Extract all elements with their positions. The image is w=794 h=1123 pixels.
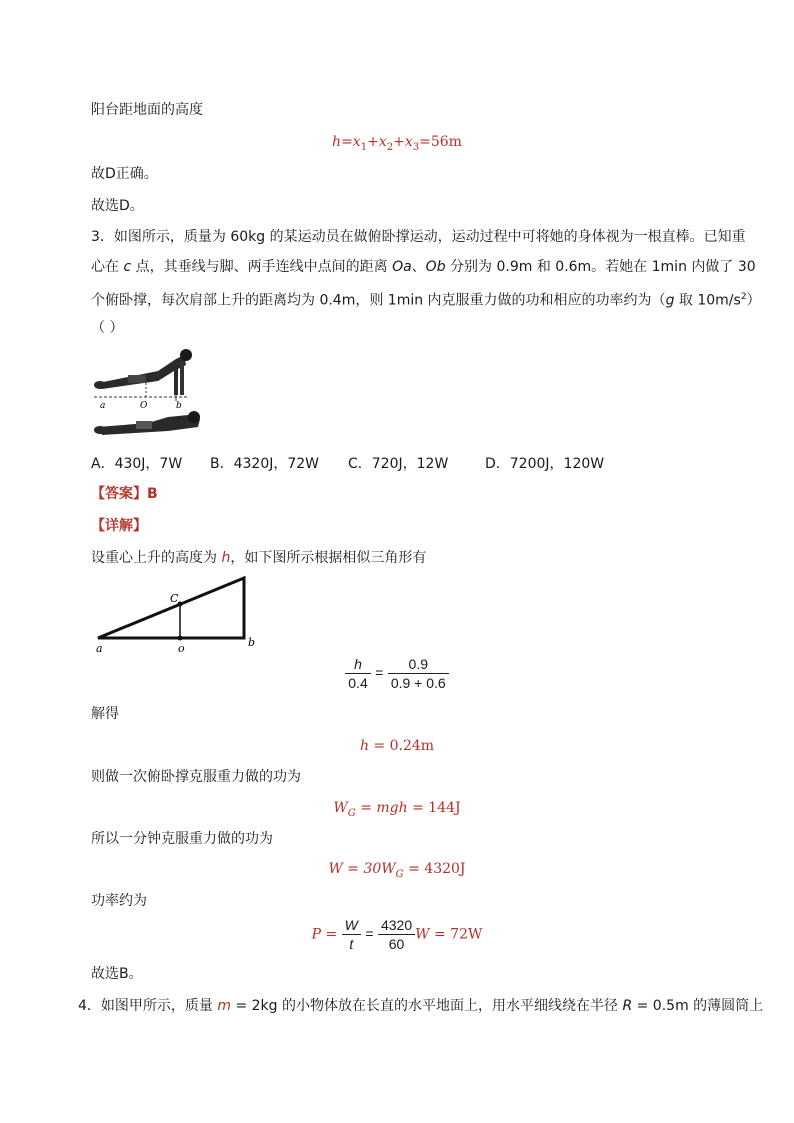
equation-wg: $W_G$ = mgh = 144J: [333, 800, 461, 819]
option-c: C．720J，12W: [348, 456, 449, 472]
detail-label: 【详解】: [91, 518, 147, 534]
q3-line1: 3．如图所示，质量为 60kg 的某运动员在做俯卧撑运动，运动过程中可将她的身体视为一根直棒。已知重: [91, 229, 746, 245]
text-power: 功率约为: [91, 893, 147, 909]
equation-h-sum: $h=x_1+x_2+x_3=56m$: [332, 134, 462, 153]
equation-power: P = $\frac{W}{t}$ = $\frac{4320}{60}$ W = 72W: [311, 917, 483, 952]
pushup-top-silhouette: [94, 349, 192, 395]
q3-line2: 心在 c 点，其垂线与脚、两手连线中点间的距离 Oa、Ob 分别为 0.9m 和 0.6m。若她在 1min 内做了 30: [91, 259, 756, 275]
equation-similar-triangles: $\frac{h}{0.4}$ = $\frac{0.9}{0.9 + 0.6}$: [0, 655, 794, 692]
fig-label-o: O: [140, 401, 148, 411]
q3-line3: 个俯卧撑，每次肩部上升的距离均为 0.4m，则 1min 内克服重力做的功和相应的功率约为（g 取 $10m/s^2$）: [91, 292, 761, 309]
answer-label: 【答案】B: [91, 486, 158, 502]
text-d-correct: 故D正确。: [91, 166, 158, 182]
fig-label-b: b: [176, 401, 182, 411]
similar-triangle-figure: [92, 572, 262, 657]
q3-blank-paren: （ ）: [91, 320, 124, 336]
option-a: A．430J，7W: [91, 456, 183, 472]
text-work-once: 则做一次俯卧撑克服重力做的功为: [91, 769, 301, 785]
text-choose-b: 故选B。: [91, 966, 143, 982]
text-work-minute: 所以一分钟克服重力做的功为: [91, 831, 273, 847]
text-solve: 解得: [91, 706, 119, 722]
fig-label-a: a: [100, 401, 106, 411]
tri-label-c: C: [170, 592, 179, 605]
pushup-bottom-silhouette: [94, 411, 200, 435]
option-d: D．7200J，120W: [485, 456, 605, 472]
equation-h-result: h = 0.24m: [359, 738, 435, 754]
point-o: [178, 636, 183, 641]
text-set-height: 设重心上升的高度为 h，如下图所示根据相似三角形有: [91, 550, 427, 566]
tri-label-b: b: [248, 636, 256, 649]
q4-line1: 4．如图甲所示，质量 m = 2kg 的小物体放在长直的水平地面上，用水平细线绕在半径 R = 0.5m 的薄圆筒上: [78, 998, 764, 1014]
tri-label-o: o: [178, 642, 185, 655]
text-choose-d: 故选D。: [91, 198, 144, 214]
pushup-figure: [88, 345, 213, 440]
equation-w-total: $W = 30W_G = 4320J$: [328, 861, 466, 880]
triangle-shape: [98, 578, 244, 638]
text-balcony-height: 阳台距地面的高度: [91, 102, 203, 118]
tri-label-a: a: [96, 642, 103, 655]
option-b: B．4320J，72W: [210, 456, 320, 472]
